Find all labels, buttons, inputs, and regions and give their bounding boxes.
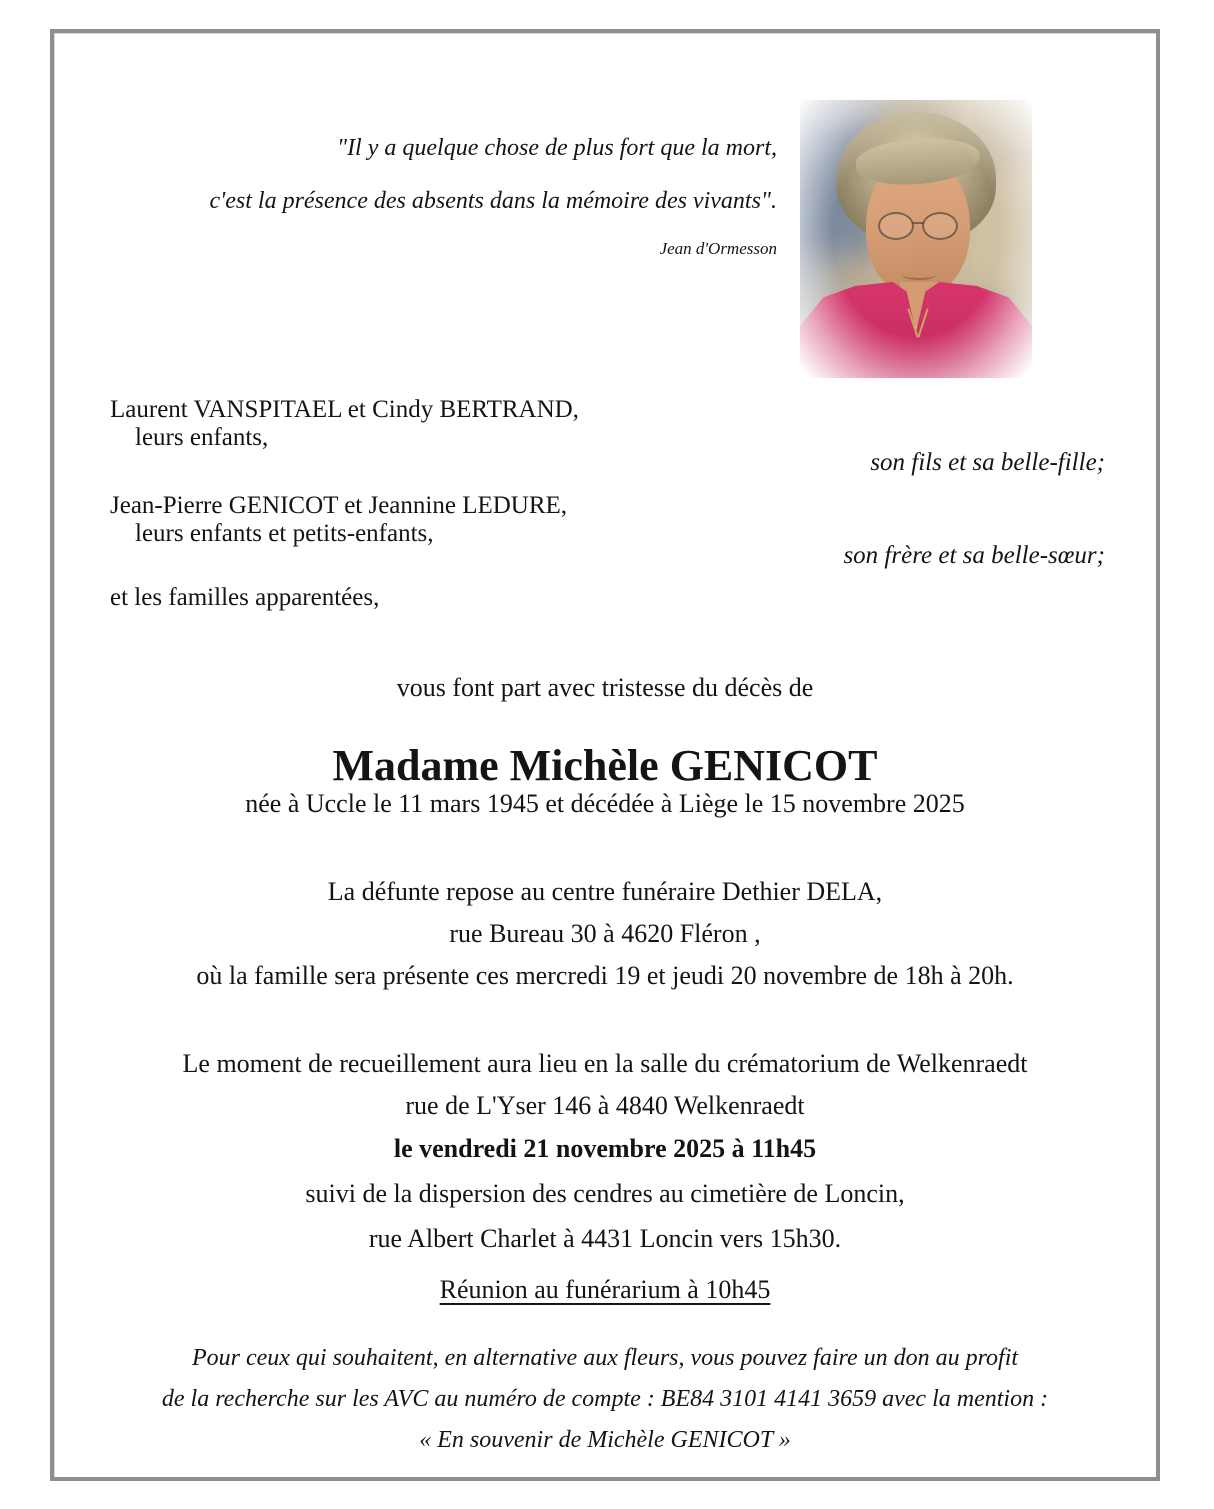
family-entry-2-relation: son frère et sa belle-sœur; xyxy=(843,542,1105,569)
ceremony-date: le vendredi 21 novembre 2025 à 11h45 xyxy=(393,1134,817,1163)
memorial-quote xyxy=(54,133,777,259)
announcement-intro: vous font part avec tristesse du décès de xyxy=(396,673,814,702)
family-entry-2-sub: leurs enfants et petits-enfants, xyxy=(135,520,434,547)
donation-mention: « En souvenir de Michèle GENICOT » xyxy=(419,1427,791,1453)
life-dates: née à Uccle le 11 mars 1945 et décédée à Liège le 15 novembre 2025 xyxy=(245,789,965,818)
family-entry-1-names: Laurent VANSPITAEL et Cindy BERTRAND, xyxy=(110,396,579,423)
announcement-body xyxy=(54,672,1156,1456)
repose-line-1: La défunte repose au centre funéraire Dethier DELA, xyxy=(327,877,883,906)
ceremony-line-1: Le moment de recueillement aura lieu en la salle du crématorium de Welkenraedt xyxy=(182,1049,1028,1078)
portrait-photo xyxy=(800,100,1032,378)
donation-line-1: Pour ceux qui souhaitent, en alternative aux fleurs, vous pouvez faire un don au profit xyxy=(191,1345,1019,1371)
cemetery-address: rue Albert Charlet à 4431 Loncin vers 15h30. xyxy=(368,1224,842,1253)
meeting-info: Réunion au funérarium à 10h45 xyxy=(439,1275,771,1304)
ceremony-address: rue de L'Yser 146 à 4840 Welkenraedt xyxy=(405,1091,805,1120)
deceased-name: Madame Michèle GENICOT xyxy=(332,741,878,790)
repose-address: rue Bureau 30 à 4620 Fléron , xyxy=(449,919,761,948)
announcement-frame xyxy=(50,29,1160,1481)
photo-soft-edge-fade xyxy=(800,100,1032,378)
quote-line-1: "Il y a quelque chose de plus fort que la mort, xyxy=(336,135,777,161)
family-entry-1-relation: son fils et sa belle-fille; xyxy=(870,449,1105,476)
quote-author: Jean d'Ormesson xyxy=(659,239,777,258)
family-closing: et les familles apparentées, xyxy=(110,584,380,611)
repose-visiting-hours: où la famille sera présente ces mercredi 19 et jeudi 20 novembre de 18h à 20h. xyxy=(196,961,1014,990)
ashes-dispersion: suivi de la dispersion des cendres au cimetière de Loncin, xyxy=(305,1179,905,1208)
quote-line-2: c'est la présence des absents dans la mémoire des vivants". xyxy=(209,188,777,214)
donation-line-2: de la recherche sur les AVC au numéro de compte : BE84 3101 4141 3659 avec la mention : xyxy=(161,1386,1049,1412)
family-entry-1-sub: leurs enfants, xyxy=(135,424,269,451)
family-entry-2-names: Jean-Pierre GENICOT et Jeannine LEDURE, xyxy=(110,492,568,519)
